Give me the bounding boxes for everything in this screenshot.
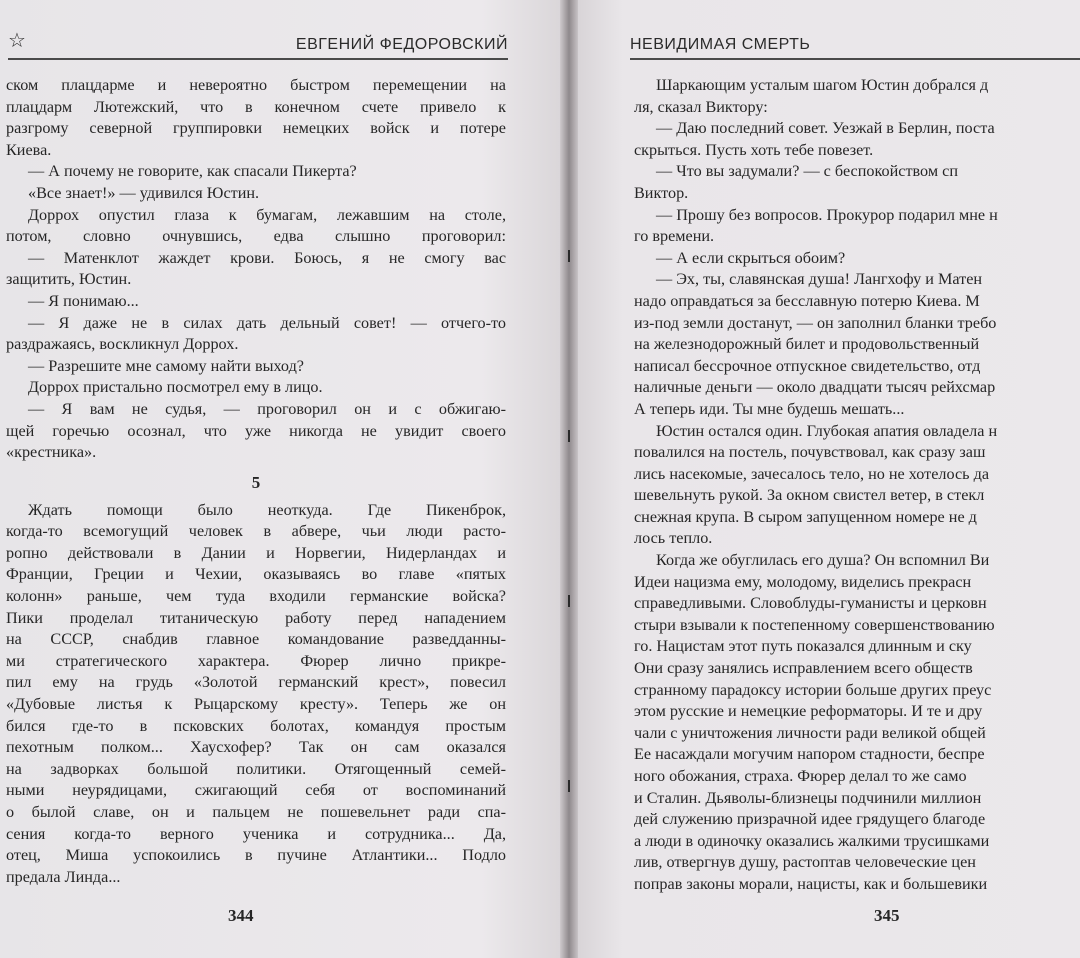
text-line: на железнодорожный билет и продовольственный	[634, 335, 980, 354]
text-line: — Разрешите мне самому найти выход?	[28, 356, 304, 375]
right-page	[572, 0, 1080, 958]
text-line: пехотным полком... Хаусхофер? Так он сам оказался	[6, 738, 506, 757]
text-line: — Я понимаю...	[28, 291, 139, 310]
text-line: Виктор.	[634, 183, 689, 202]
text-line: на задворках большой политики. Отягощенный семей-	[6, 759, 506, 778]
text-line: — Прошу без вопросов. Прокурор подарил мне н	[656, 205, 998, 224]
text-line: предала Линда...	[6, 867, 121, 886]
text-line: разгрому северной группировки немецких войск и потере	[6, 119, 506, 138]
text-line: го времени.	[634, 227, 715, 246]
binding-stitch	[568, 780, 570, 792]
text-line: — А если скрыться обоим?	[656, 248, 846, 267]
text-line: ском плацдарме и невероятно быстром перемещении на	[6, 76, 506, 94]
text-line: — Даю последний совет. Уезжай в Берлин, поста	[656, 119, 995, 138]
text-line: снежная крупа. В сыром запущенном номере не д	[634, 507, 977, 526]
binding-stitch	[568, 430, 570, 442]
text-line: ного обожания, страха. Фюрер делал то же само	[634, 767, 967, 785]
page-number-left: 344	[228, 906, 254, 925]
text-line: потом, словно очнувшись, едва слышно проговорил:	[6, 227, 506, 246]
text-line: скрыться. Пусть хоть тебе повезет.	[634, 140, 874, 159]
right-running-head	[630, 32, 1080, 60]
author-name: ЕВГЕНИЙ ФЕДОРОВСКИЙ	[295, 36, 508, 53]
text-line: бился где-то в псковских болотах, командуя простым	[6, 716, 506, 735]
text-line: раздражаясь, воскликнул Доррох.	[6, 335, 239, 354]
text-line: отец, Миша успокоились в пучине Атлантики... Подло	[6, 846, 506, 865]
text-line: «крестника».	[6, 443, 97, 462]
text-line: ропно действовали в Дании и Норвегии, Нидерландах и	[6, 543, 506, 562]
binding-stitch	[568, 595, 570, 607]
text-line: стыри взывали к постепенному совершенствованию	[634, 615, 995, 634]
text-line: А теперь иди. Ты мне будешь мешать...	[634, 399, 905, 418]
text-line: ными неурядицами, сжигающий себя от воспоминаний	[6, 781, 506, 800]
text-line: щей горечью осознал, что уже никогда не увидит своего	[6, 421, 506, 440]
text-line: наличные деньги — около двадцати тысяч рейхсмар	[634, 378, 996, 397]
text-line: защитить, Юстин.	[6, 270, 132, 289]
text-line: когда-то всемогущий человек в абвере, чьи люди расто-	[6, 522, 506, 541]
text-line: го. Нацистам этот путь показался длинным и ску	[634, 637, 972, 656]
text-line: лись насекомые, зачесалось тело, но не хотелось да	[634, 464, 990, 483]
book-gutter	[560, 0, 578, 958]
text-line: пил ему на грудь «Золотой германский крест», повесил	[6, 673, 506, 692]
text-line: колонн» раньше, чем туда входили германские войска?	[6, 587, 506, 606]
star-icon: ☆	[8, 28, 27, 52]
text-line: сения когда-то верного ученика и сотрудника... Да,	[6, 824, 506, 843]
text-line: написал бессрочное отпускное свидетельство, отд	[634, 356, 981, 375]
text-line: о былой славе, он и пальцем не пошевельнет ради спа-	[6, 803, 506, 821]
text-line: Франции, Греции и Чехии, оказываясь во главе «пятых	[6, 565, 506, 584]
text-line: лив, отвергнув душу, растоптав человеческие цен	[634, 853, 976, 872]
book-title: НЕВИДИМАЯ СМЕРТЬ	[630, 36, 811, 53]
text-line: справедливыми. Словоблуды-гуманисты и церковн	[634, 594, 987, 613]
text-line: поправ законы морали, нацисты, как и большевики	[634, 874, 988, 893]
text-line: из-под земли достанут, — он заполнил бланки требо	[634, 313, 997, 332]
right-body-text	[634, 75, 1080, 896]
section-number: 5	[251, 472, 261, 492]
text-line: — Я даже не в силах дать дельный совет! — отчего-то	[28, 313, 506, 332]
text-line: повалился на постель, почувствовал, как сразу заш	[634, 443, 986, 462]
text-line: — А почему не говорите, как спасали Пикерта?	[28, 162, 357, 181]
left-body-text	[6, 75, 506, 888]
text-line: Доррох пристально посмотрел ему в лицо.	[28, 378, 323, 397]
text-line: плацдарм Лютежский, что в конечном счете привело к	[6, 97, 506, 116]
text-line: а люди в одиночку оказались жалкими трусишками	[634, 831, 990, 850]
text-line: «Все знает!» — удивился Юстин.	[28, 183, 260, 202]
text-line: Ждать помощи было неоткуда. Где Пикенброк,	[28, 500, 506, 519]
text-line: этом русские и немецкие реформаторы. И те и дру	[634, 702, 983, 721]
text-line: — Я вам не судья, — проговорил он и с обжигаю-	[28, 399, 506, 418]
text-line: Пики проделал титаническую работу перед нападением	[6, 608, 506, 627]
text-line: Юстин остался один. Глубокая апатия овладела н	[656, 421, 998, 440]
text-line: — Матенклот жаждет крови. Боюсь, я не смогу вас	[28, 248, 506, 267]
text-line: шевельнуть рукой. За окном свистел ветер, в стекл	[634, 486, 985, 505]
page-number-right: 345	[874, 906, 900, 925]
text-line: «Дубовые листья к Рыцарскому кресту». Теперь же он	[6, 695, 506, 714]
text-line: на СССР, снабдив главное командование разведданны-	[6, 630, 506, 649]
text-line: лось тепло.	[634, 529, 713, 548]
text-line: и Сталин. Дьяволы-близнецы подчинили миллион	[634, 788, 982, 807]
text-line: — Эх, ты, славянская душа! Лангхофу и Матен	[656, 270, 983, 289]
text-line: Доррох опустил глаза к бумагам, лежавшим на столе,	[28, 205, 506, 224]
text-line: ми стратегического характера. Фюрер лично прикре-	[6, 651, 506, 670]
text-line: Киева.	[6, 140, 52, 159]
text-line: — Что вы задумали? — с беспокойством сп	[656, 162, 958, 181]
text-line: дей служению призрачной идее грядущего благоде	[634, 810, 986, 829]
text-line: Шаркающим усталым шагом Юстин добрался д	[656, 76, 989, 94]
text-line: надо оправдаться за бесславную потерю Киева. М	[634, 291, 980, 310]
text-line: ля, сказал Виктору:	[634, 97, 768, 116]
text-line: Они сразу занялись исправлением всего обществ	[634, 659, 973, 678]
text-line: Ее насаждали могучим напором стадности, беспре	[634, 745, 985, 764]
text-line: Идеи нацизма ему, молодому, виделись прекрасн	[634, 572, 972, 591]
text-line: Когда же обуглилась его душа? Он вспомнил Ви	[656, 551, 990, 570]
left-running-head	[8, 28, 508, 60]
binding-stitch	[568, 250, 570, 262]
text-line: чали с уничтожения личности ради великой общей	[634, 723, 986, 742]
text-line: странному парадоксу истории больше других преус	[634, 680, 992, 699]
